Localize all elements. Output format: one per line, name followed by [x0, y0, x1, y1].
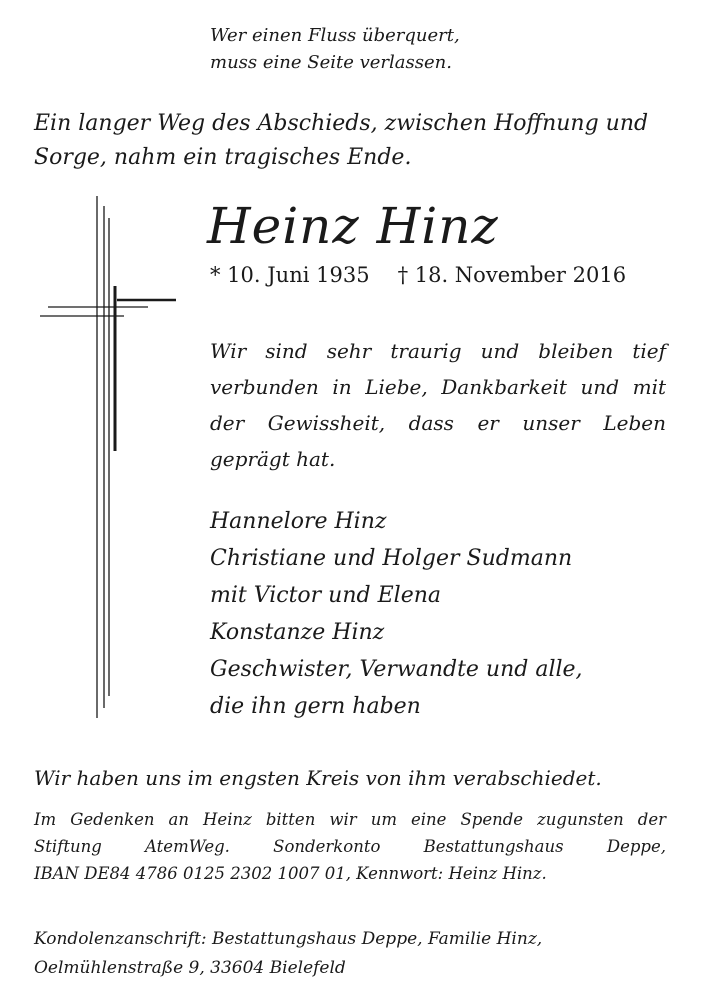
donation-line-1: Im Gedenken an Heinz bitten wir um eine Spende zugunsten der — [34, 810, 666, 829]
life-dates — [210, 260, 626, 290]
deceased-name: Heinz Hinz — [207, 197, 499, 255]
mourner-line: Christiane und Holger Sudmann — [210, 546, 573, 571]
mourner-line: Konstanze Hinz — [210, 620, 385, 645]
mourner-line: die ihn gern haben — [210, 694, 421, 719]
donation-line-2: Stiftung AtemWeg. Sonderkonto Bestattungshaus Deppe, — [34, 837, 666, 856]
condolence-address — [34, 925, 542, 983]
farewell-note: Wir haben uns im engsten Kreis von ihm verabschiedet. — [34, 766, 602, 790]
motto-line-2: muss eine Seite verlassen. — [210, 52, 452, 73]
motto — [210, 22, 460, 76]
motto-line-1: Wer einen Fluss überquert, — [210, 25, 460, 46]
cross-icon — [38, 196, 180, 722]
donation-note — [34, 806, 666, 887]
birth-date: * 10. Juni 1935 — [210, 263, 370, 287]
condolence-line-1: Kondolenzanschrift: Bestattungshaus Deppe, Familie Hinz, — [34, 929, 543, 949]
mourner-line: Hannelore Hinz — [210, 509, 387, 534]
mourner-line: mit Victor und Elena — [210, 583, 441, 608]
mourners-list — [210, 503, 583, 725]
mourner-line: Geschwister, Verwandte und alle, — [210, 657, 583, 682]
donation-line-3: IBAN DE84 4786 0125 2302 1007 01, Kennwort: Heinz Hinz. — [34, 864, 547, 883]
death-date: † 18. November 2016 — [397, 263, 627, 287]
intro-text: Ein langer Weg des Abschieds, zwischen Hoffnung und Sorge, nahm ein tragisches Ende. — [34, 111, 649, 170]
condolence-line-2: Oelmühlenstraße 9, 33604 Bielefeld — [34, 958, 346, 978]
condolence-message: Wir sind sehr traurig und bleiben tief verbunden in Liebe, Dankbarkeit und mit der Gewissheit, dass er unser Leben geprägt hat. — [210, 339, 666, 471]
